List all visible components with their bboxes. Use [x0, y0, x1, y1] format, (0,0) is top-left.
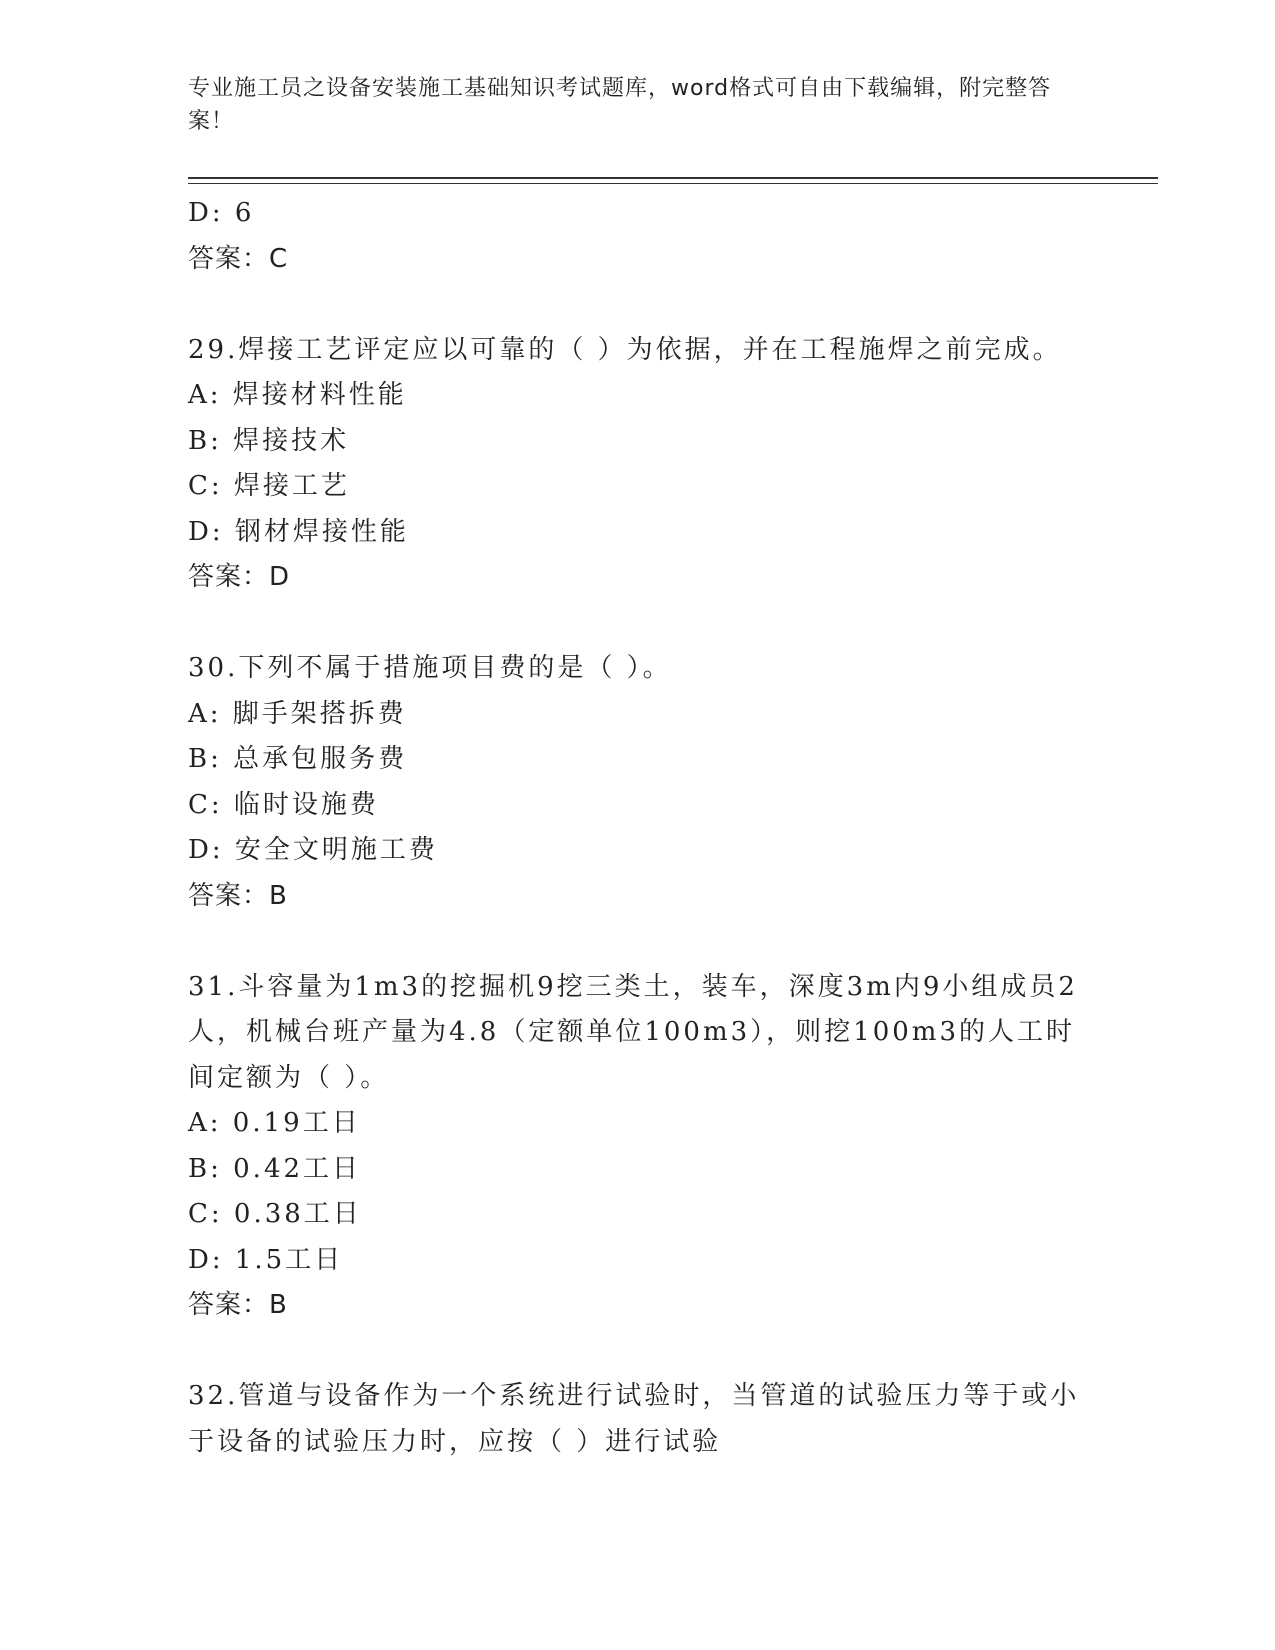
- answer-line: 答案：B: [188, 1290, 288, 1320]
- option-a: A: 脚手架搭拆费: [188, 698, 407, 729]
- question-block-31: [188, 965, 1088, 1329]
- option-a: A: 0.19工日: [188, 1108, 361, 1138]
- spacer: [188, 919, 1088, 965]
- question-block-30: [188, 646, 1088, 919]
- option-d: D: 钢材焊接性能: [188, 516, 409, 547]
- question-block-29: [188, 328, 1088, 601]
- option-a: A: 焊接材料性能: [188, 380, 407, 410]
- option-d: D: 安全文明施工费: [188, 835, 438, 865]
- option-c: C: 焊接工艺: [188, 471, 350, 501]
- page-header: 专业施工员之设备安装施工基础知识考试题库，word格式可自由下载编辑，附完整答案！: [188, 76, 1052, 134]
- option-b: B: 总承包服务费: [188, 744, 408, 774]
- header-divider: [188, 177, 1158, 179]
- spacer: [188, 282, 1088, 328]
- option-b: B: 焊接技术: [188, 425, 350, 456]
- option-c: C: 0.38工日: [188, 1199, 362, 1229]
- question-text: 32.管道与设备作为一个系统进行试验时，当管道的试验压力等于或小于设备的试验压力时，应按（ ）进行试验: [188, 1381, 1080, 1457]
- exam-content: [188, 191, 1088, 1465]
- spacer: [188, 1329, 1088, 1375]
- question-block-32: [188, 1374, 1088, 1465]
- option-d: D: 6: [188, 198, 255, 228]
- spacer: [188, 601, 1088, 647]
- answer-line: 答案：D: [188, 562, 291, 592]
- question-text: 30.下列不属于措施项目费的是（ ）。: [188, 653, 672, 683]
- option-b: B: 0.42工日: [188, 1153, 362, 1184]
- answer-line: 答案：C: [188, 243, 289, 274]
- question-text: 31.斗容量为1m3的挖掘机9挖三类土，装车，深度3m内9小组成员2人，机械台班产量为4.8（定额单位100m3），则挖100m3的人工时间定额为（ ）。: [188, 971, 1078, 1093]
- option-d: D: 1.5工日: [188, 1244, 344, 1275]
- answer-line: 答案：B: [188, 880, 288, 911]
- option-c: C: 临时设施费: [188, 789, 379, 820]
- question-text: 29.焊接工艺评定应以可靠的（ ）为依据，并在工程施焊之前完成。: [188, 334, 1062, 365]
- header-divider-thin: [188, 183, 1158, 184]
